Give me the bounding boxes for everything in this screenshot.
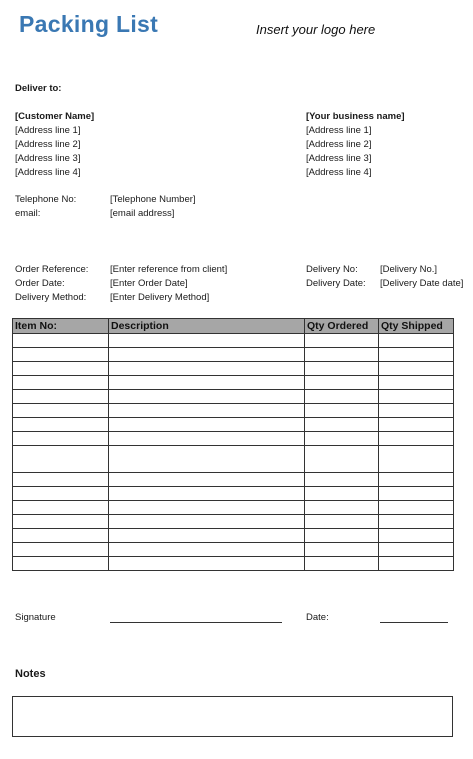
deliver-to-label: Deliver to:	[15, 83, 62, 94]
cell-item-no[interactable]	[13, 487, 109, 501]
table-row	[13, 404, 454, 418]
customer-address-line-3: [Address line 3]	[15, 153, 81, 164]
cell-qty-shipped[interactable]	[379, 404, 454, 418]
table-row	[13, 376, 454, 390]
order-reference-label: Order Reference:	[15, 264, 89, 275]
cell-item-no[interactable]	[13, 376, 109, 390]
signature-label: Signature	[15, 612, 56, 623]
cell-description[interactable]	[109, 334, 305, 348]
cell-item-no[interactable]	[13, 418, 109, 432]
order-reference-value: [Enter reference from client]	[110, 264, 228, 275]
cell-description[interactable]	[109, 418, 305, 432]
delivery-date-label: Delivery Date:	[306, 278, 366, 289]
cell-qty-ordered[interactable]	[305, 501, 379, 515]
table-row	[13, 334, 454, 348]
cell-item-no[interactable]	[13, 515, 109, 529]
cell-item-no[interactable]	[13, 404, 109, 418]
cell-item-no[interactable]	[13, 334, 109, 348]
cell-qty-ordered[interactable]	[305, 376, 379, 390]
cell-item-no[interactable]	[13, 557, 109, 571]
cell-item-no[interactable]	[13, 473, 109, 487]
cell-item-no[interactable]	[13, 348, 109, 362]
cell-qty-shipped[interactable]	[379, 390, 454, 404]
cell-qty-ordered[interactable]	[305, 404, 379, 418]
date-line[interactable]	[380, 622, 448, 623]
table-row	[13, 473, 454, 487]
cell-qty-ordered[interactable]	[305, 487, 379, 501]
email-label: email:	[15, 208, 41, 219]
cell-qty-shipped[interactable]	[379, 487, 454, 501]
cell-qty-shipped[interactable]	[379, 446, 454, 473]
items-table	[12, 318, 454, 571]
cell-description[interactable]	[109, 404, 305, 418]
cell-qty-shipped[interactable]	[379, 515, 454, 529]
customer-address-line-1: [Address line 1]	[15, 125, 81, 136]
cell-qty-shipped[interactable]	[379, 557, 454, 571]
table-header-row	[13, 319, 454, 334]
cell-qty-ordered[interactable]	[305, 446, 379, 473]
cell-description[interactable]	[109, 432, 305, 446]
cell-description[interactable]	[109, 390, 305, 404]
cell-qty-ordered[interactable]	[305, 418, 379, 432]
header-item-no: Item No:	[13, 319, 109, 334]
cell-description[interactable]	[109, 529, 305, 543]
table-row	[13, 529, 454, 543]
notes-box[interactable]	[12, 696, 453, 737]
cell-item-no[interactable]	[13, 390, 109, 404]
cell-item-no[interactable]	[13, 446, 109, 473]
cell-qty-ordered[interactable]	[305, 334, 379, 348]
cell-qty-shipped[interactable]	[379, 418, 454, 432]
order-date-value: [Enter Order Date]	[110, 278, 188, 289]
cell-qty-ordered[interactable]	[305, 543, 379, 557]
table-row	[13, 418, 454, 432]
cell-description[interactable]	[109, 473, 305, 487]
customer-address-line-4: [Address line 4]	[15, 167, 81, 178]
business-address-line-3: [Address line 3]	[306, 153, 372, 164]
table-row	[13, 348, 454, 362]
delivery-method-value: [Enter Delivery Method]	[110, 292, 210, 303]
header-qty-ordered: Qty Ordered	[305, 319, 379, 334]
table-row	[13, 557, 454, 571]
business-name: [Your business name]	[306, 111, 405, 122]
order-date-label: Order Date:	[15, 278, 65, 289]
cell-item-no[interactable]	[13, 362, 109, 376]
cell-qty-shipped[interactable]	[379, 543, 454, 557]
cell-qty-ordered[interactable]	[305, 557, 379, 571]
page-title: Packing List	[19, 11, 159, 37]
cell-qty-shipped[interactable]	[379, 501, 454, 515]
cell-qty-shipped[interactable]	[379, 432, 454, 446]
cell-qty-ordered[interactable]	[305, 362, 379, 376]
cell-description[interactable]	[109, 543, 305, 557]
cell-item-no[interactable]	[13, 432, 109, 446]
cell-description[interactable]	[109, 557, 305, 571]
cell-item-no[interactable]	[13, 501, 109, 515]
cell-qty-shipped[interactable]	[379, 348, 454, 362]
business-address-line-2: [Address line 2]	[306, 139, 372, 150]
signature-line[interactable]	[110, 622, 282, 623]
table-row	[13, 432, 454, 446]
telephone-value: [Telephone Number]	[110, 194, 196, 205]
cell-item-no[interactable]	[13, 529, 109, 543]
cell-qty-shipped[interactable]	[379, 334, 454, 348]
business-address-line-1: [Address line 1]	[306, 125, 372, 136]
delivery-date-value: [Delivery Date date]	[380, 278, 464, 289]
delivery-no-value: [Delivery No.]	[380, 264, 438, 275]
header-qty-shipped: Qty Shipped	[379, 319, 454, 334]
cell-qty-ordered[interactable]	[305, 473, 379, 487]
cell-qty-ordered[interactable]	[305, 390, 379, 404]
cell-qty-shipped[interactable]	[379, 362, 454, 376]
cell-qty-ordered[interactable]	[305, 529, 379, 543]
notes-label: Notes	[15, 668, 46, 680]
cell-description[interactable]	[109, 501, 305, 515]
cell-description[interactable]	[109, 446, 305, 473]
cell-qty-shipped[interactable]	[379, 473, 454, 487]
table-row	[13, 362, 454, 376]
delivery-no-label: Delivery No:	[306, 264, 358, 275]
business-address-line-4: [Address line 4]	[306, 167, 372, 178]
table-row	[13, 543, 454, 557]
delivery-method-label: Delivery Method:	[15, 292, 87, 303]
table-row	[13, 446, 454, 473]
cell-description[interactable]	[109, 487, 305, 501]
telephone-label: Telephone No:	[15, 194, 77, 205]
email-value: [email address]	[110, 208, 175, 219]
cell-description[interactable]	[109, 376, 305, 390]
table-row	[13, 501, 454, 515]
customer-name: [Customer Name]	[15, 111, 95, 122]
cell-qty-shipped[interactable]	[379, 376, 454, 390]
cell-qty-ordered[interactable]	[305, 432, 379, 446]
logo-placeholder: Insert your logo here	[256, 22, 376, 37]
date-label: Date:	[306, 612, 329, 623]
cell-qty-shipped[interactable]	[379, 529, 454, 543]
cell-description[interactable]	[109, 348, 305, 362]
table-row	[13, 390, 454, 404]
cell-description[interactable]	[109, 515, 305, 529]
table-row	[13, 487, 454, 501]
cell-description[interactable]	[109, 362, 305, 376]
cell-qty-ordered[interactable]	[305, 348, 379, 362]
header-description: Description	[109, 319, 305, 334]
table-row	[13, 515, 454, 529]
cell-item-no[interactable]	[13, 543, 109, 557]
customer-address-line-2: [Address line 2]	[15, 139, 81, 150]
cell-qty-ordered[interactable]	[305, 515, 379, 529]
